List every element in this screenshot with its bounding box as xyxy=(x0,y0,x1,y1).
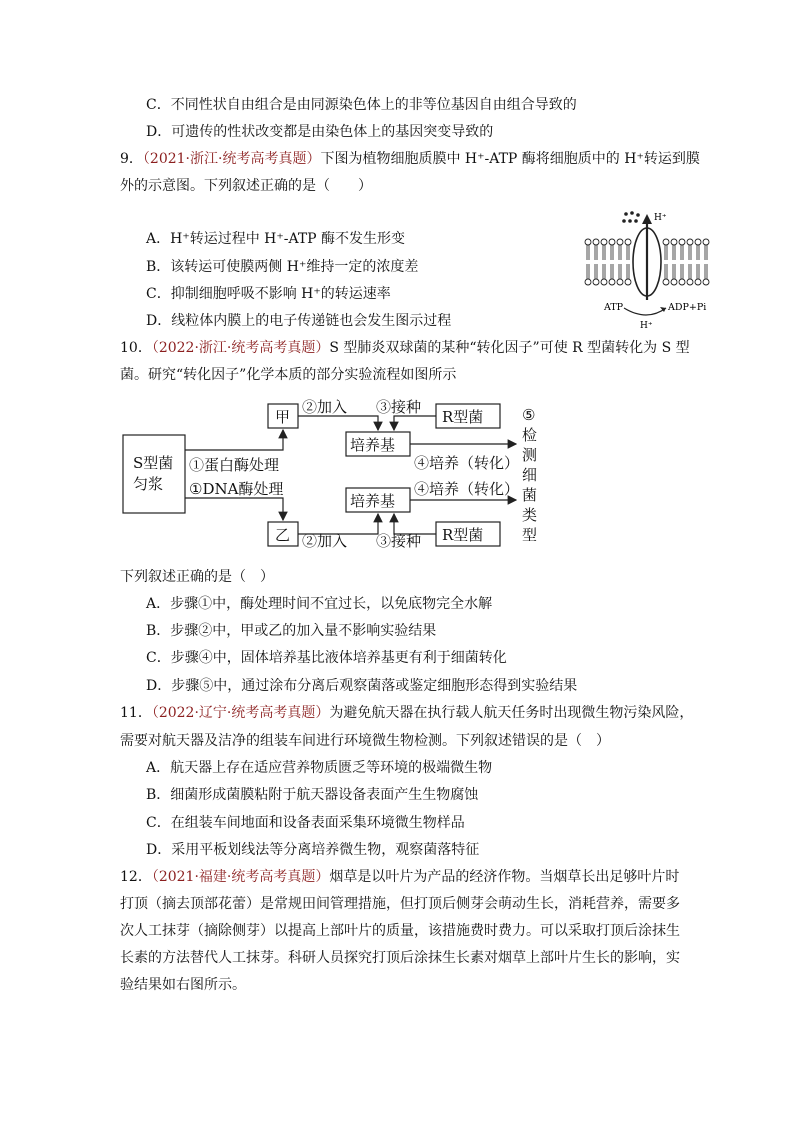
h-bottom-label: H⁺ xyxy=(640,321,653,331)
q12-text-line: 次人工抹芽（摘除侧芽）以提高上部叶片的质量，该措施费时费力。可以采取打顶后涂抹生 xyxy=(120,923,680,939)
step3-bottom-label: ③接种 xyxy=(376,532,422,550)
q11-option-b: B．细菌形成菌膜粘附于航天器设备表面产生生物腐蚀 xyxy=(146,787,479,803)
atp-adp-curve xyxy=(624,308,666,315)
q11-option-d: D．采用平板划线法等分离培养微生物，观察菌落特征 xyxy=(146,842,480,858)
q11-option-a: A．航天器上存在适应营养物质匮乏等环境的极端微生物 xyxy=(146,760,493,776)
s-box-line2: 匀浆 xyxy=(133,475,164,493)
experiment-flow-diagram xyxy=(118,390,558,555)
arrow-yi-to-medium xyxy=(298,514,378,534)
q11-option-c: C．在组装车间地面和设备表面采集环境微生物样品 xyxy=(146,815,465,831)
q10-stem-text1: S 型肺炎双球菌的某种“转化因子”可使 R 型菌转化为 S 型 xyxy=(329,340,690,356)
q12-number: 12． xyxy=(120,869,152,885)
q10-option-d: D．步骤⑤中，通过涂布分离后观察菌落或鉴定细胞形态得到实验结果 xyxy=(146,678,578,694)
atp-label: ATP xyxy=(604,302,624,313)
step2-bottom-label: ②加入 xyxy=(302,532,348,550)
q9-number: 9． xyxy=(120,151,143,167)
q10-option-a: A．步骤①中，酶处理时间不宜过长，以免底物完全水解 xyxy=(146,596,493,612)
q9-stem-line1 xyxy=(120,149,700,169)
q9-option-b: B．该转运可使膜两侧 H⁺维持一定的浓度差 xyxy=(146,259,419,275)
jia-label: 甲 xyxy=(275,408,291,426)
q11-source: （2022·辽宁·统考高考真题） xyxy=(151,705,330,721)
q9-stem-text1: 下图为植物细胞质膜中 H⁺-ATP 酶将细胞质中的 H⁺转运到膜 xyxy=(320,151,700,167)
q11-stem-text1: 为避免航天器在执行载人航天任务时出现微生物污染风险， xyxy=(329,705,694,721)
step5-char: 检 xyxy=(522,426,538,444)
q10-stem-line2: 菌。研究“转化因子”化学本质的部分实验流程如图所示 xyxy=(120,367,457,383)
arrow-s-to-yi xyxy=(185,498,283,520)
q8-option-c: C．不同性状自由组合是由同源染色体上的非等位基因自由组合导致的 xyxy=(146,97,577,113)
step5-char: 类 xyxy=(522,506,538,524)
q9-option-d: D．线粒体内膜上的电子传递链也会发生图示过程 xyxy=(146,313,452,329)
q12-text-line: 打顶（摘去顶部花蕾）是常规田间管理措施，但打顶后侧芽会萌动生长，消耗营养，需要多 xyxy=(120,896,680,912)
adp-label: ADP+Pi xyxy=(668,302,707,313)
step5-char: ⑤ xyxy=(522,406,536,424)
medium-bottom-label: 培养基 xyxy=(350,492,396,510)
q9-option-c: C．抑制细胞呼吸不影响 H⁺的转运速率 xyxy=(146,286,391,302)
step5-char: 细 xyxy=(522,466,538,484)
r-top-label: R型菌 xyxy=(442,408,484,426)
q10-option-b: B．步骤②中，甲或乙的加入量不影响实验结果 xyxy=(146,623,437,639)
membrane-diagram xyxy=(580,208,720,333)
step3-top-label: ③接种 xyxy=(376,398,422,416)
arrow-r-top-to-medium xyxy=(394,416,436,430)
proton-dots xyxy=(622,211,640,223)
q11-number: 11． xyxy=(120,705,152,721)
q12-text-line: 长素的方法替代人工抹芽。科研人员探究打顶后涂抹生长素对烟草上部叶片生长的影响，实 xyxy=(120,950,680,966)
q9-source: （2021·浙江·统考高考真题） xyxy=(142,151,321,167)
q12-stem-line1 xyxy=(120,867,679,887)
step5-vertical-label xyxy=(522,406,537,544)
medium-top-label: 培养基 xyxy=(350,436,396,454)
s-box-line1: S型菌 xyxy=(133,454,174,472)
step4-top-label: ④培养（转化） xyxy=(414,454,520,472)
q8-option-d: D．可遗传的性状改变都是由染色体上的基因突变导致的 xyxy=(146,124,494,140)
step5-char: 型 xyxy=(522,526,538,544)
step2-top-label: ②加入 xyxy=(302,398,348,416)
q12-source: （2021·福建·统考高考真题） xyxy=(151,869,330,885)
s-homogenate-box xyxy=(123,435,185,513)
q10-question: 下列叙述正确的是（ ） xyxy=(120,569,274,585)
step5-char: 测 xyxy=(522,446,538,464)
arrow-jia-to-medium xyxy=(298,416,378,430)
q11-stem-line1 xyxy=(120,703,693,723)
q9-option-a: A．H⁺转运过程中 H⁺-ATP 酶不发生形变 xyxy=(146,231,406,247)
arrow-r-bottom-to-medium xyxy=(394,514,436,534)
q10-number: 10． xyxy=(120,340,152,356)
q10-option-c: C．步骤④中，固体培养基比液体培养基更有利于细菌转化 xyxy=(146,650,507,666)
step5-char: 菌 xyxy=(522,486,538,504)
h-top-label: H⁺ xyxy=(654,213,667,223)
q9-stem-line2: 外的示意图。下列叙述正确的是（ ） xyxy=(120,178,372,194)
r-bottom-label: R型菌 xyxy=(442,526,484,544)
arrowhead-up xyxy=(642,214,652,224)
step4-bottom-label: ④培养（转化） xyxy=(414,480,520,498)
q11-stem-line2: 需要对航天器及洁净的组装车间进行环境微生物检测。下列叙述错误的是（ ） xyxy=(120,733,610,749)
step1-protease-label: ①蛋白酶处理 xyxy=(189,456,280,474)
step1-dnase-label: ①DNA酶处理 xyxy=(189,480,284,498)
q10-source: （2022·浙江·统考高考真题） xyxy=(151,340,330,356)
arrow-s-to-jia xyxy=(185,430,283,450)
q12-text-line: 验结果如右图所示。 xyxy=(120,977,246,993)
q12-stem-text1: 烟草是以叶片为产品的经济作物。当烟草长出足够叶片时 xyxy=(329,869,680,885)
q10-stem-line1 xyxy=(120,338,690,358)
yi-label: 乙 xyxy=(275,526,291,544)
